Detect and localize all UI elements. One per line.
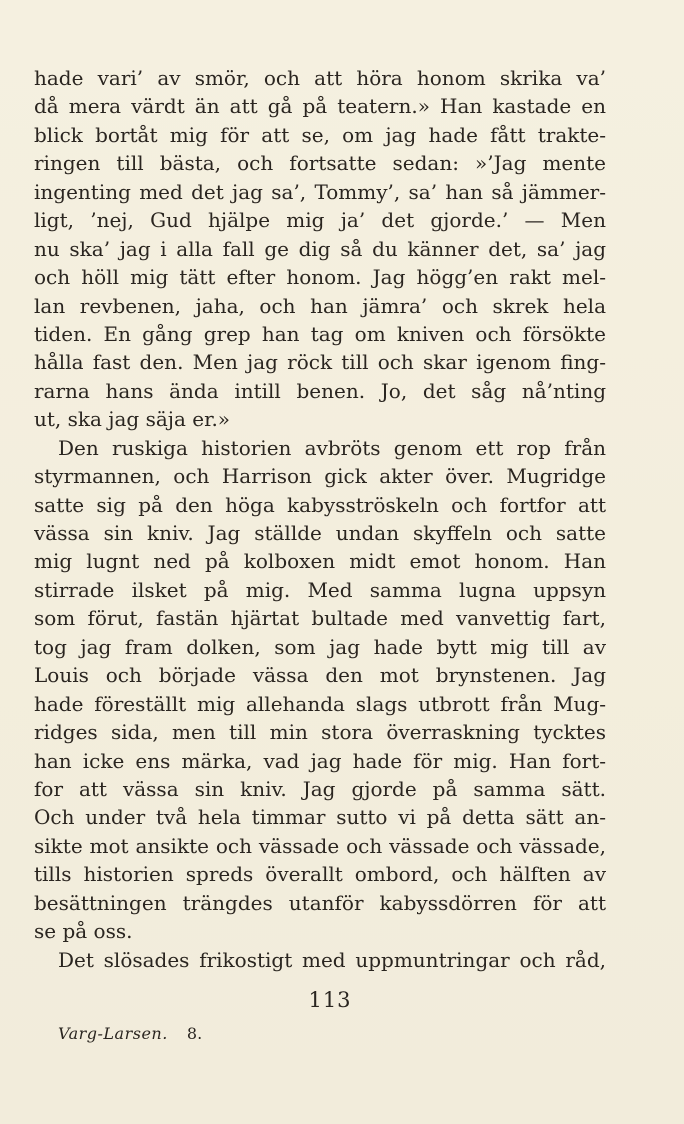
- paragraph-end-line: ut, ska jag säja er.»: [34, 407, 231, 432]
- text-line: hade vari’ av smör, och att höra honom skrika va’: [34, 66, 606, 90]
- text-line: for att vässa sin kniv. Jag gjorde på samma sätt.: [34, 776, 606, 801]
- paragraph-start-line: Det slösades frikostigt med uppmuntringar och råd,: [58, 947, 606, 972]
- text-line: tills historien spreds överallt ombord, och hälften av: [34, 862, 606, 887]
- text-line: lan revbenen, jaha, och han jämra’ och skrek hela: [34, 293, 606, 318]
- text-line: stirrade ilsket på mig. Med samma lugna uppsyn: [34, 577, 606, 602]
- text-line: ingenting med det jag sa’, Tommy’, sa’ han så jämmer-: [34, 179, 606, 204]
- text-line: som förut, fastän hjärtat bultade med vanvettig fart,: [34, 606, 606, 631]
- signature-title: Varg-Larsen.: [58, 1024, 168, 1043]
- text-line: vässa sin kniv. Jag ställde undan skyffeln och satte: [34, 521, 606, 545]
- text-line: mig lugnt ned på kolboxen midt emot honom. Han: [34, 549, 606, 574]
- page-number: 113: [308, 988, 352, 1012]
- text-line: då mera värdt än att gå på teatern.» Han kastade en: [34, 94, 606, 119]
- text-line: nu ska’ jag i alla fall ge dig så du känner det, sa’ jag: [34, 236, 606, 261]
- text-line: ridges sida, men till min stora överraskning tycktes: [34, 720, 606, 745]
- paragraph-start-line: Den ruskiga historien avbröts genom ett rop från: [58, 435, 606, 460]
- text-line: sikte mot ansikte och vässade och vässade och vässade,: [34, 833, 606, 858]
- paragraph-end-line: se på oss.: [34, 919, 133, 944]
- text-line: och höll mig tätt efter honom. Jag högg’en rakt mel-: [34, 265, 606, 290]
- printer-signature: [58, 1024, 202, 1043]
- body-text: [34, 64, 606, 974]
- text-line: Louis och började vässa den mot brynstenen. Jag: [34, 663, 606, 688]
- text-line: besättningen trängdes utanför kabyssdörren för att: [34, 890, 606, 915]
- text-line: tog jag fram dolken, som jag hade bytt mig till av: [34, 634, 606, 659]
- text-line: ligt, ’nej, Gud hjälpe mig ja’ det gjorde.’ — Men: [34, 208, 606, 233]
- signature-number: 8.: [186, 1024, 203, 1043]
- text-line: Och under två hela timmar sutto vi på detta sätt an-: [34, 805, 606, 830]
- text-line: rarna hans ända intill benen. Jo, det såg nå’nting: [34, 378, 606, 403]
- text-line: hade föreställt mig allehanda slags utbrott från Mug-: [34, 691, 606, 716]
- text-line: han icke ens märka, vad jag hade för mig. Han fort-: [34, 748, 606, 773]
- text-line: hålla fast den. Men jag röck till och skar igenom fing-: [34, 350, 606, 375]
- text-line: satte sig på den höga kabysströskeln och fortfor att: [34, 492, 606, 517]
- text-line: ringen till bästa, och fortsatte sedan: »’Jag mente: [34, 151, 606, 176]
- text-line: blick bortåt mig för att se, om jag hade fått trakte-: [34, 122, 606, 147]
- text-line: styrmannen, och Harrison gick akter över. Mugridge: [34, 464, 606, 489]
- text-line: tiden. En gång grep han tag om kniven och försökte: [34, 321, 606, 346]
